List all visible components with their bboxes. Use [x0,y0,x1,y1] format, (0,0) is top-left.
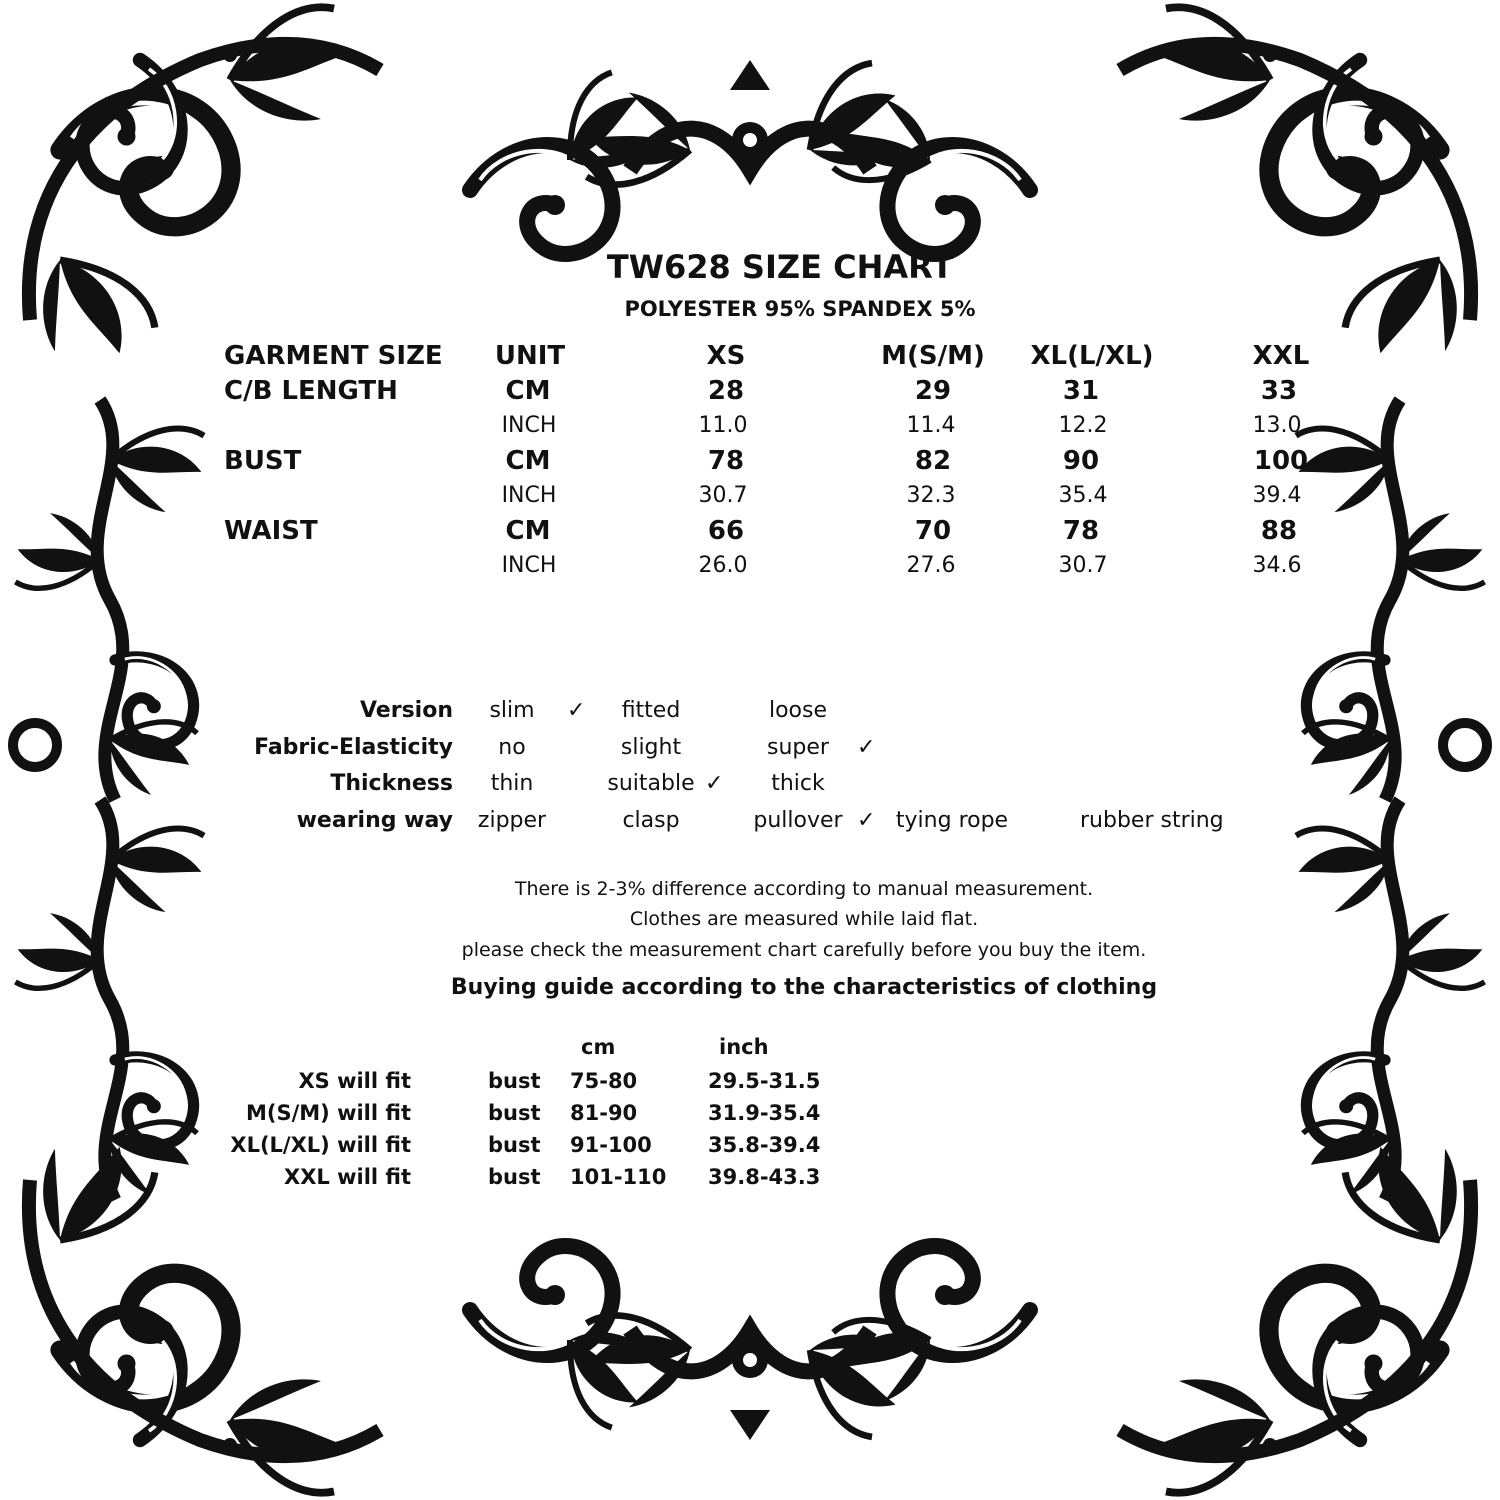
header-unit: UNIT [494,341,566,371]
guide-size-label: XL(L/XL) will fit [230,1133,411,1157]
row-label-cb-length: C/B LENGTH [224,376,398,406]
table-cell: 82 [914,446,952,476]
guide-part: bust [488,1165,541,1189]
guide-size-label: M(S/M) will fit [245,1101,411,1125]
attr-option: rubber string [1080,808,1224,833]
attr-option: fitted [621,698,681,723]
table-cell: 78 [1062,516,1100,546]
header-size-xl: XL(L/XL) [1030,341,1154,371]
note-line: There is 2-3% difference according to manual measurement. [514,878,1094,900]
attr-label-version: Version [359,698,453,723]
header-garment-size: GARMENT SIZE [224,341,443,371]
table-cell: 100 [1253,446,1309,476]
attr-label-wearing-way: wearing way [296,808,453,833]
table-cell: 88 [1260,516,1298,546]
table-cell: 33 [1260,376,1298,406]
guide-part: bust [488,1101,541,1125]
page-title: TW628 SIZE CHART [606,248,954,286]
guide-part: bust [488,1133,541,1157]
check-icon: ✓ [705,771,724,796]
attr-label-fabric-elasticity: Fabric-Elasticity [254,735,453,760]
check-icon: ✓ [857,735,876,760]
attr-label-thickness: Thickness [330,771,453,796]
attr-option: clasp [622,808,680,833]
table-cell: 34.6 [1252,553,1302,578]
unit-cm: CM [505,376,551,406]
table-cell: 28 [707,376,745,406]
attr-option: thick [771,771,825,796]
guide-size-label: XXL will fit [284,1165,411,1189]
guide-inch-range: 35.8-39.4 [708,1133,821,1157]
table-cell: 30.7 [698,483,748,508]
guide-cm-range: 75-80 [570,1069,638,1093]
guide-inch-range: 39.8-43.3 [708,1165,821,1189]
unit-inch: INCH [501,553,557,578]
guide-size-label: XS will fit [298,1069,411,1093]
guide-header-inch: inch [719,1035,769,1059]
table-cell: 12.2 [1058,413,1108,438]
table-cell: 78 [707,446,745,476]
check-icon: ✓ [857,808,876,833]
attr-option: pullover [753,808,843,833]
guide-cm-range: 81-90 [570,1101,638,1125]
table-cell: 70 [914,516,952,546]
attr-option: zipper [477,808,547,833]
guide-inch-range: 31.9-35.4 [708,1101,821,1125]
attr-option: loose [768,698,828,723]
note-line: Clothes are measured while laid flat. [629,908,979,930]
header-size-xxl: XXL [1252,341,1310,371]
guide-part: bust [488,1069,541,1093]
row-label-waist: WAIST [224,516,318,546]
check-icon: ✓ [567,698,586,723]
guide-title: Buying guide according to the characteristics of clothing [450,975,1158,1000]
row-label-bust: BUST [224,446,302,476]
attr-option: super [767,735,829,760]
table-cell: 11.0 [698,413,748,438]
attr-option: thin [490,771,534,796]
table-cell: 66 [707,516,745,546]
unit-inch: INCH [501,413,557,438]
table-cell: 26.0 [698,553,748,578]
unit-cm: CM [505,446,551,476]
table-cell: 35.4 [1058,483,1108,508]
fabric-composition: POLYESTER 95% SPANDEX 5% [624,297,976,321]
note-line: please check the measurement chart carefully before you buy the item. [461,939,1147,961]
table-cell: 31 [1062,376,1100,406]
table-cell: 39.4 [1252,483,1302,508]
attr-option: no [498,735,526,760]
table-cell: 90 [1062,446,1100,476]
guide-header-cm: cm [581,1035,616,1059]
attr-option: tying rope [895,808,1009,833]
unit-inch: INCH [501,483,557,508]
attr-option: suitable [607,771,695,796]
table-cell: 29 [914,376,952,406]
guide-inch-range: 29.5-31.5 [708,1069,821,1093]
guide-cm-range: 101-110 [570,1165,667,1189]
table-cell: 11.4 [906,413,956,438]
attr-option: slight [620,735,682,760]
attr-option: slim [489,698,535,723]
table-cell: 13.0 [1252,413,1302,438]
table-cell: 27.6 [906,553,956,578]
header-size-xs: XS [706,341,746,371]
table-cell: 32.3 [906,483,956,508]
unit-cm: CM [505,516,551,546]
guide-cm-range: 91-100 [570,1133,652,1157]
header-size-m: M(S/M) [881,341,985,371]
table-cell: 30.7 [1058,553,1108,578]
